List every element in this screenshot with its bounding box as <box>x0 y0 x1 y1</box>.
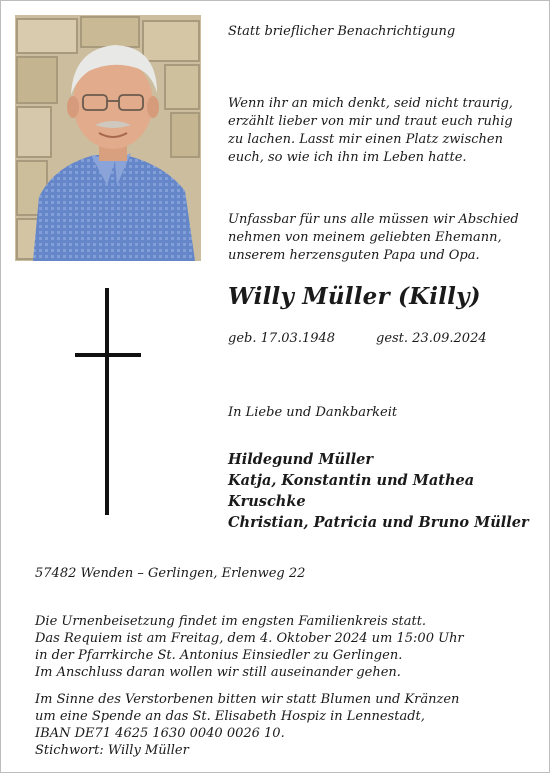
death-date: gest. 23.09.2024 <box>376 331 487 346</box>
family-member: Hildegund Müller <box>228 451 373 468</box>
service-line: in der Pfarrkirche St. Antonius Einsiedler zu Gerlingen. <box>35 648 403 663</box>
poem-line: euch, so wie ich ihn im Leben hatte. <box>228 150 467 165</box>
family-list <box>228 449 549 533</box>
portrait-image <box>15 15 201 261</box>
poem-line: Wenn ihr an mich denkt, seid nicht traurig, <box>228 96 513 111</box>
family-member: Katja, Konstantin und Mathea Kruschke <box>228 472 475 510</box>
donation-line: IBAN DE71 4625 1630 0040 0026 10. <box>35 726 285 741</box>
donation-line: Stichwort: Willy Müller <box>35 743 189 758</box>
poem-line: zu lachen. Lasst mir einen Platz zwischen <box>228 132 503 147</box>
farewell-line: Unfassbar für uns alle müssen wir Abschied <box>228 212 519 227</box>
farewell-text <box>228 211 519 265</box>
cross-icon <box>105 288 109 515</box>
donation-info <box>35 691 459 759</box>
cross-icon-bar <box>75 353 141 357</box>
service-info <box>35 613 464 681</box>
service-line: Im Anschluss daran wollen wir still auseinander gehen. <box>35 665 401 680</box>
farewell-line: nehmen von meinem geliebten Ehemann, <box>228 230 502 245</box>
service-line: Das Requiem ist am Freitag, dem 4. Oktober 2024 um 15:00 Uhr <box>35 631 464 646</box>
service-line: Die Urnenbeisetzung findet im engsten Familienkreis statt. <box>35 614 427 629</box>
donation-line: Im Sinne des Verstorbenen bitten wir statt Blumen und Kränzen <box>35 692 460 707</box>
birth-date: geb. 17.03.1948 <box>228 331 336 346</box>
farewell-line: unserem herzensguten Papa und Opa. <box>228 248 480 263</box>
deceased-name: Willy Müller (Killy) <box>228 283 481 310</box>
donation-line: um eine Spende an das St. Elisabeth Hospiz in Lennestadt, <box>35 709 425 724</box>
poem-line: erzählt lieber von mir und traut euch ruhig <box>228 114 513 129</box>
header-text: Statt brieflicher Benachrichtigung <box>228 24 456 39</box>
love-line: In Liebe und Dankbarkeit <box>228 405 398 420</box>
address: 57482 Wenden – Gerlingen, Erlenweg 22 <box>35 566 306 581</box>
family-member: Christian, Patricia und Bruno Müller <box>228 514 529 531</box>
poem <box>228 95 513 167</box>
portrait-photo <box>15 15 201 261</box>
